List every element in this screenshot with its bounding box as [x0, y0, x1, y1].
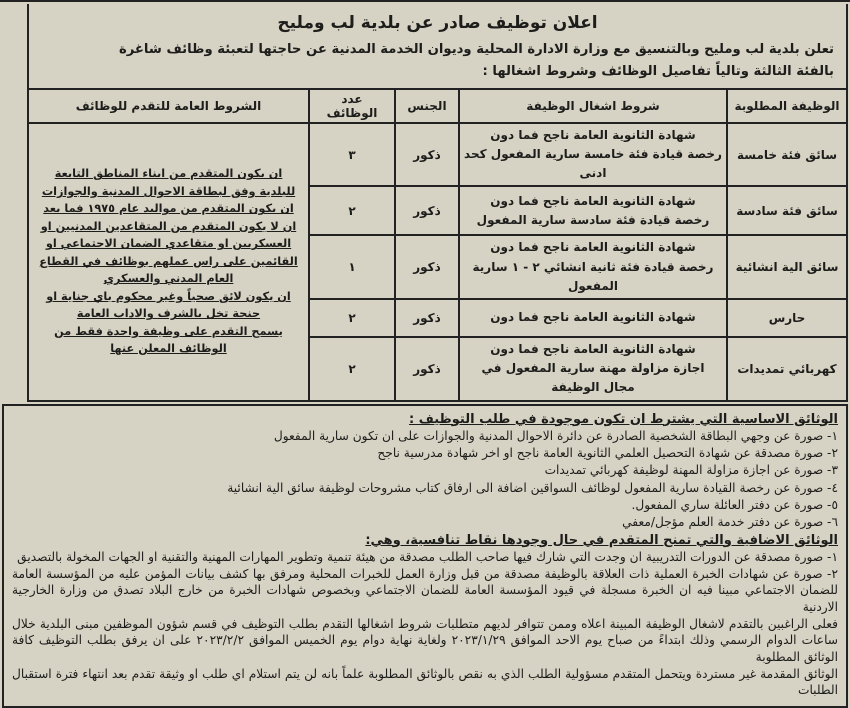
general-condition-item: ان يكون لائق صحياً وغير محكوم باي جناية او جنحة تخل بالشرف والاداب العامة [46, 289, 291, 321]
job-condition-line: رخصة قيادة فئة سادسة سارية المفعول [476, 212, 710, 227]
job-conditions [459, 235, 727, 299]
job-condition-line: شهادة الثانوية العامة ناجح فما دون [490, 193, 696, 208]
table-header-row [28, 89, 847, 123]
basic-document-item: ١- صورة عن وجهي البطاقة الشخصية الصادرة عن دائرة الاحوال المدنية والجوازات على ان تكون سارية المفعول [273, 428, 838, 443]
page-title: اعلان توظيف صادر عن بلدية لب ومليح [277, 13, 598, 33]
job-gender: ذكور [395, 337, 459, 401]
job-condition-line: رخصة قيادة فئة ثانية انشائي ٢ - ١ سارية المفعول [472, 259, 714, 293]
basic-document-item: ٤- صورة عن رخصة القيادة سارية المفعول لوظائف السواقين اضافة الى ارفاق كتاب مشروحات لوظيفة سائق الية انشائية [227, 480, 838, 495]
general-conditions-cell [28, 123, 309, 401]
job-gender: ذكور [395, 186, 459, 235]
jobs-table [27, 88, 848, 402]
job-gender: ذكور [395, 299, 459, 337]
intro-paragraph [37, 39, 838, 84]
job-position: سائق فئة سادسة [727, 186, 847, 235]
announcement-header [27, 4, 848, 88]
general-condition-item: يسمح التقدم على وظيفة واحدة فقط من الوظائف المعلن عنها [54, 324, 283, 356]
job-condition-line: شهادة الثانوية العامة ناجح فما دون [490, 310, 696, 325]
job-gender: ذكور [395, 123, 459, 187]
job-count: ٣ [309, 123, 395, 187]
job-conditions [459, 299, 727, 337]
job-count: ٢ [309, 186, 395, 235]
col-header-count: عدد الوظائف [309, 89, 395, 123]
job-conditions [459, 337, 727, 401]
general-condition-item: ان يكون المتقدم من مواليد عام ١٩٧٥ فما بعد [43, 202, 294, 216]
col-header-position: الوظيفة المطلوبة [727, 89, 847, 123]
intro-line-2: بالفئة الثالثة وتالياً تفاصيل الوظائف وشروط اشغالها : [482, 64, 834, 80]
job-condition-line: شهادة الثانوية العامة ناجح فما دون [490, 342, 696, 356]
job-conditions [459, 186, 727, 235]
application-instructions: فعلى الراغبين بالتقدم لاشغال الوظيفة المبينة اعلاه وممن تتوافر لديهم متطلبات شروط اشغالها التقدم بطلب التوظيف في قسم شؤون الموظفين مبنى البلدية خلال ساعات الدوام الرسمي وذلك ابتداءً من صباح يوم الاحد الموافق ٢٠٢٣/١/٢٩ ولغاية نهاية دوام يوم الخميس الموافق ٢٠٢٣/٢/٢ على ان يرفق بطلب التوظيف كافة الوثائق المطلوبة [12, 617, 838, 664]
general-condition-item: ان لا يكون المتقدم من المتقاعدين المدنيين او العسكريين او متقاعدي الضمان الاجتماعي او القائمين على راس عملهم بوظائف في القطاع العام المدني والعسكري [39, 219, 298, 286]
job-condition-line: اجازة مزاولة مهنة سارية المفعول في مجال الوظيفة [481, 361, 705, 395]
additional-document-item: ٢- صورة عن شهادات الخبرة العملية ذات العلاقة بالوظيفة مصدقة من قبل وزارة العمل للخبرات المحلية ومرفق بها كشف بيانات المؤمن عليه من المؤسسة العامة للضمان الاجتماعي مبينا فيه ان الخبرة مسجلة في قيود المؤسسة العامة للضمان الاجتماعي وبخصوص شهادات الخبرة من خارج البلاد تصدق من وزارة الخارجية الاردنية [12, 566, 838, 614]
general-condition-item: ان يكون المتقدم من ابناء المناطق التابعة للبلدية وفق لبطاقة الاحوال المدنية والجوازات [41, 167, 296, 198]
job-count: ١ [309, 235, 395, 299]
basic-document-item: ٦- صورة عن دفتر خدمة العلم مؤجل/معفي [622, 515, 838, 530]
col-header-general-conditions: الشروط العامة للتقدم للوظائف [28, 89, 309, 123]
job-condition-line: رخصة قيادة فئة خامسة سارية المفعول كحد ادنى [464, 147, 722, 181]
disclaimer-note: الوثائق المقدمة غير مستردة ويتحمل المتقدم مسؤولية الطلب الذي به نقص بالوثائق المطلوبة علماً بانه لن يتم استلام اي طلب او وثيقة تقدم بعد انتهاء فترة استقبال الطلبات [12, 667, 838, 698]
basic-document-item: ٥- صورة عن دفتر العائلة ساري المفعول. [631, 497, 838, 512]
documents-section [2, 404, 848, 708]
job-position: كهربائي تمديدات [727, 337, 847, 401]
job-gender: ذكور [395, 235, 459, 299]
basic-document-item: ٣- صورة عن اجازة مزاولة المهنة لوظيفة كهربائي تمديدات [544, 463, 838, 478]
table-row [28, 123, 847, 187]
basic-document-item: ٢- صورة مصدقة عن شهادة التحصيل العلمي الثانوية العامة ناجح او اخر شهادة مدرسية ناجح [377, 445, 838, 460]
col-header-gender: الجنس [395, 89, 459, 123]
job-condition-line: شهادة الثانوية العامة ناجح فما دون [490, 127, 696, 142]
additional-documents-heading: الوثائق الاضافية والتي تمنح المتقدم في حال وجودها نقاط تنافسية، وهي: [365, 532, 838, 548]
job-conditions [459, 123, 727, 187]
col-header-conditions: شروط اشغال الوظيفة [459, 89, 727, 123]
job-condition-line: شهادة الثانوية العامة ناجح فما دون [490, 240, 696, 255]
job-position: سائق الية انشائية [727, 235, 847, 299]
job-position: سائق فئة خامسة [727, 123, 847, 187]
job-count: ٢ [309, 337, 395, 401]
job-position: حارس [727, 299, 847, 337]
job-count: ٢ [309, 299, 395, 337]
additional-document-item: ١- صورة مصدقة عن الدورات التدريبية ان وجدت التي شارك فيها صاحب الطلب مصدقة من هيئة تنمية وتطوير المهارات المهنية والتقنية او الجهات المخولة بالتصديق [17, 549, 838, 564]
intro-line-1: تعلن بلدية لب ومليح وبالتنسيق مع وزارة الادارة المحلية وديوان الخدمة المدنية عن حاجتها لتعبئة وظائف شاغرة [118, 42, 834, 57]
basic-documents-heading: الوثائق الاساسية التي يشترط ان تكون موجودة في طلب التوظيف : [409, 411, 838, 427]
